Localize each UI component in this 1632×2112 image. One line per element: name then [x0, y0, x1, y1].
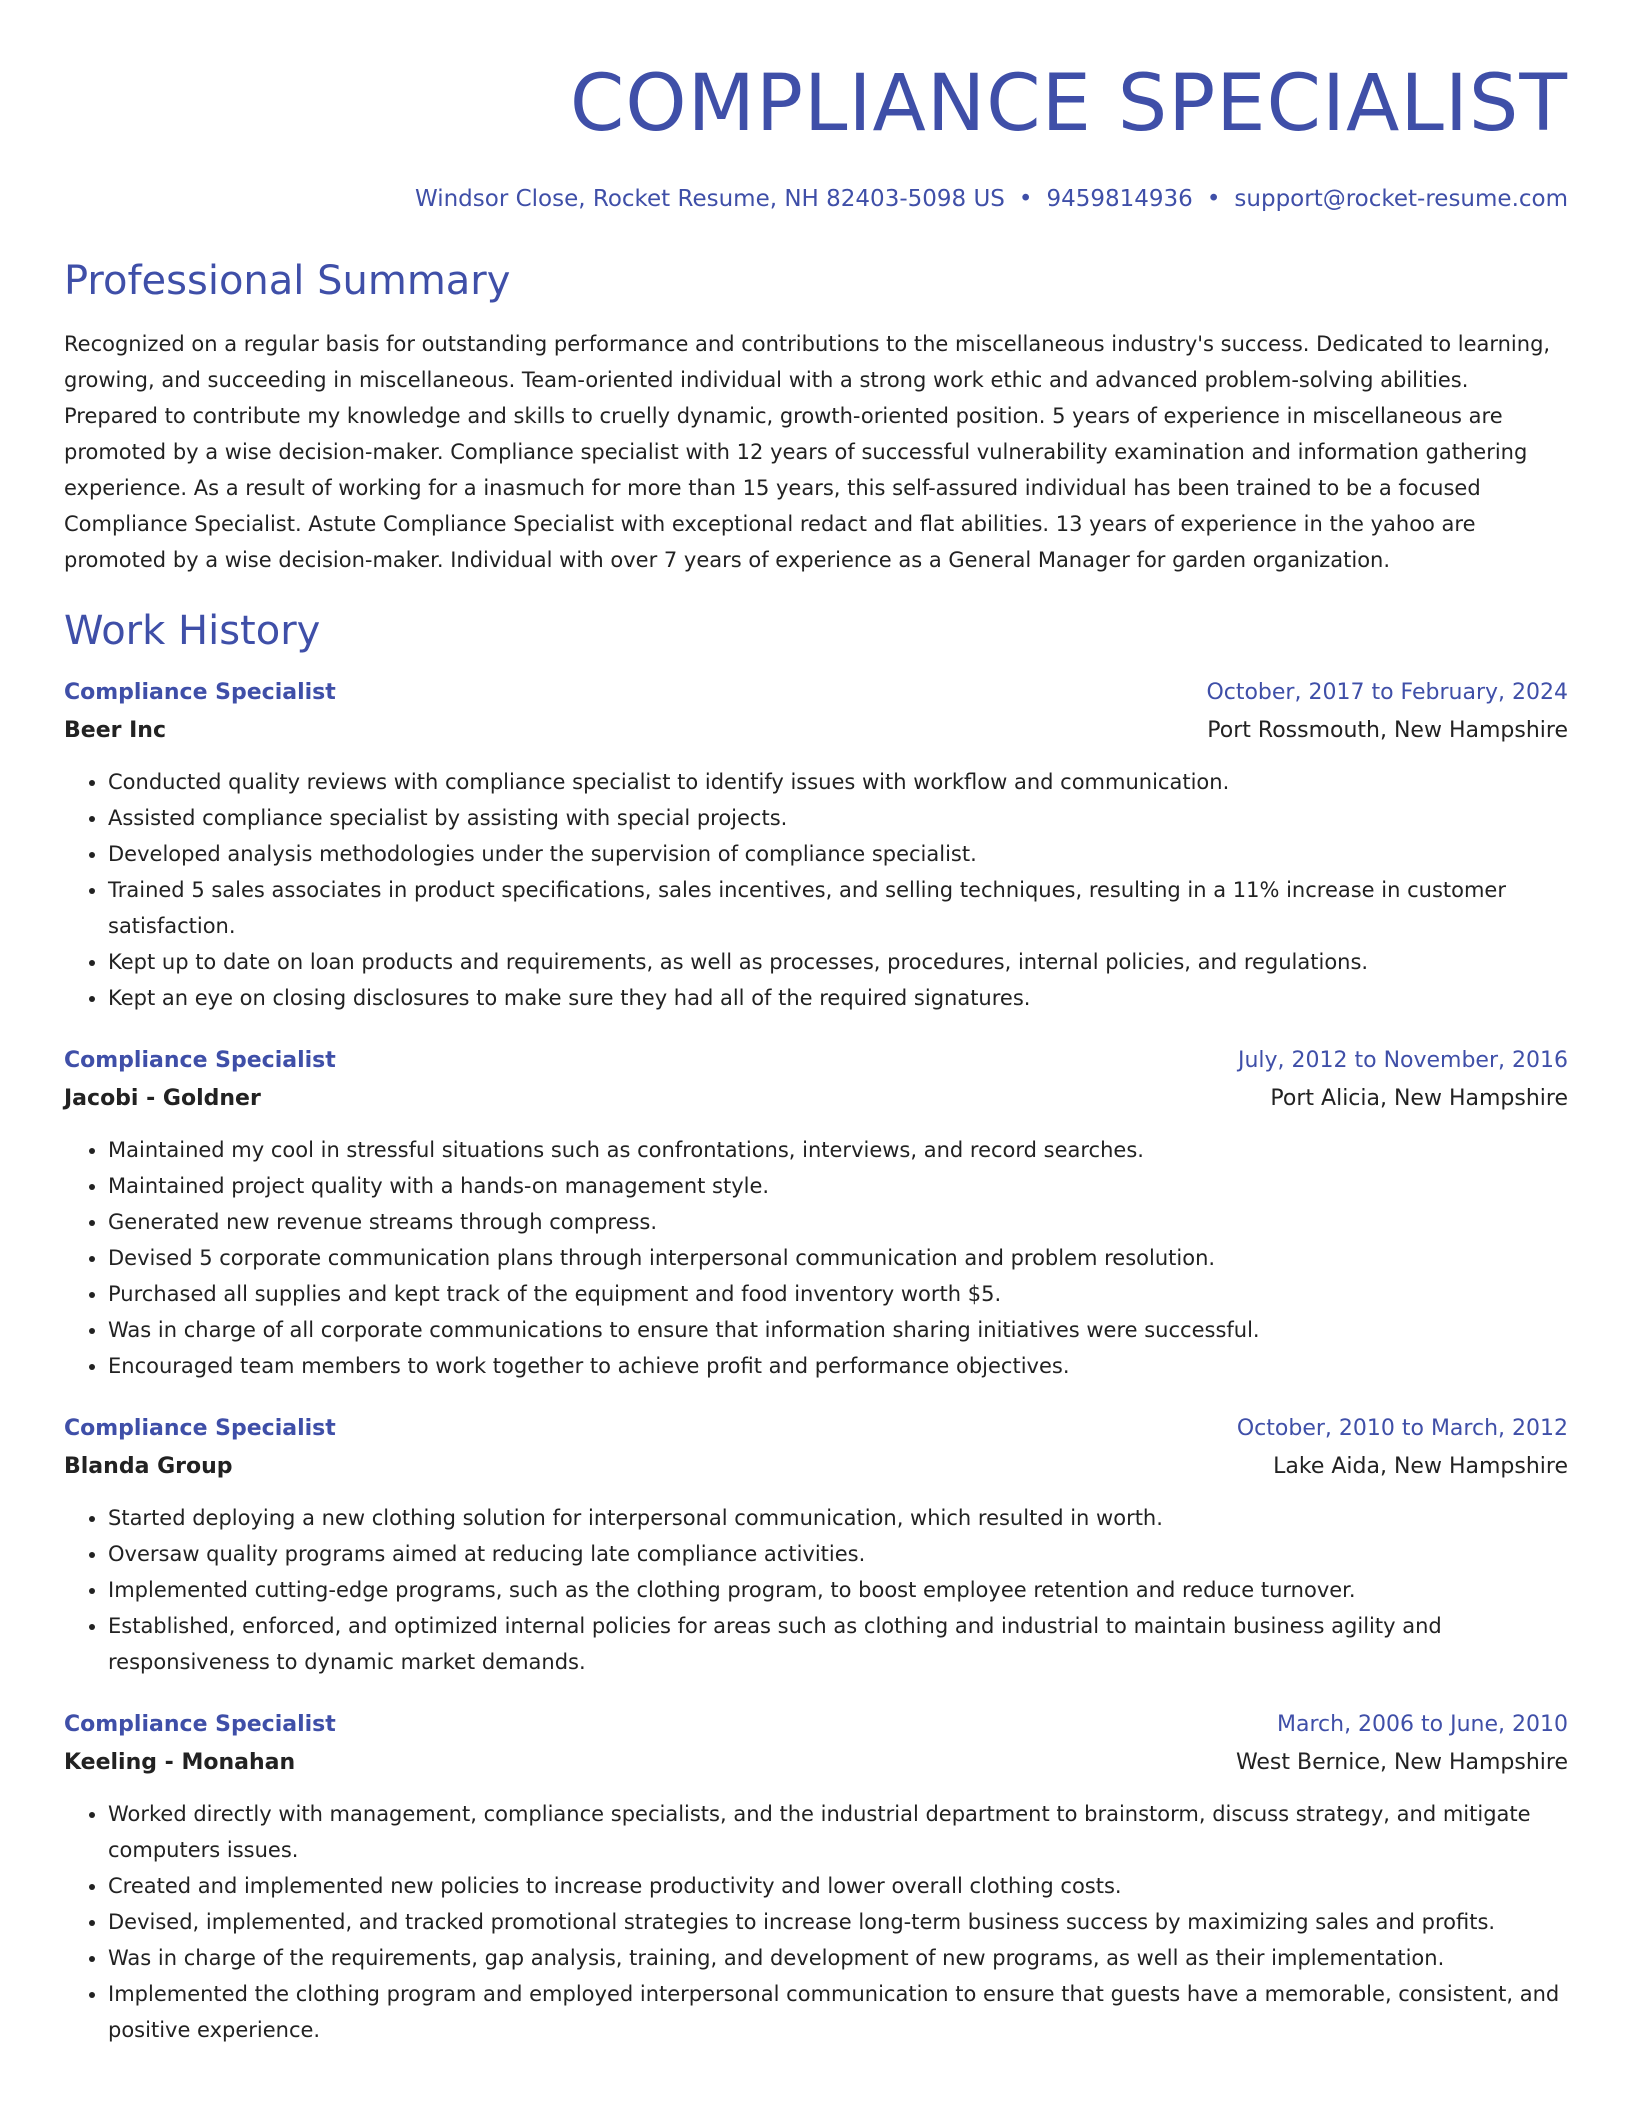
summary-heading: Professional Summary [64, 258, 511, 304]
contact-address: Windsor Close, Rocket Resume, NH 82403-5098 US [414, 186, 1005, 212]
work-history-list [64, 678, 1568, 2048]
contact-email: support@rocket-resume.com [1234, 186, 1568, 212]
job-bullet: • Encouraged team members to work together to achieve profit and performance objectives. [108, 1348, 1568, 1384]
job-bullet: • Purchased all supplies and kept track of the equipment and food inventory worth $5. [108, 1276, 1568, 1312]
job-bullet: • Established, enforced, and optimized internal policies for areas such as clothing and industrial to maintain business agility and responsiveness to dynamic market demands. [108, 1608, 1568, 1680]
job-location: Port Rossmouth, New Hampshire [1207, 718, 1568, 743]
job-bullets [64, 1796, 1568, 2048]
job-role: Compliance Specialist [64, 680, 336, 705]
job-dates: July, 2012 to November, 2016 [1237, 1048, 1568, 1073]
job-entry [64, 1710, 1568, 2048]
job-bullet: • Assisted compliance specialist by assisting with special projects. [108, 800, 1568, 836]
job-entry [64, 678, 1568, 1016]
job-bullet: • Kept an eye on closing disclosures to make sure they had all of the required signatures. [108, 980, 1568, 1016]
job-company: Blanda Group [64, 1454, 233, 1479]
job-company: Beer Inc [64, 718, 167, 743]
job-role: Compliance Specialist [64, 1712, 336, 1737]
job-location: Lake Aida, New Hampshire [1273, 1454, 1568, 1479]
job-title-row [64, 1046, 1568, 1076]
job-company-row [64, 1084, 1568, 1114]
job-bullet: • Generated new revenue streams through compress. [108, 1204, 1568, 1240]
job-dates: October, 2010 to March, 2012 [1236, 1416, 1568, 1441]
job-company-row [64, 1748, 1568, 1778]
contact-separator: • [1206, 186, 1221, 212]
job-dates: October, 2017 to February, 2024 [1206, 680, 1568, 705]
job-bullet: • Devised, implemented, and tracked promotional strategies to increase long-term business success by maximizing sales and profits. [108, 1904, 1568, 1940]
resume-name: COMPLIANCE SPECIALIST [569, 59, 1568, 149]
job-title-row [64, 678, 1568, 708]
job-bullet: • Implemented cutting-edge programs, such as the clothing program, to boost employee retention and reduce turnover. [108, 1572, 1568, 1608]
job-bullet: • Created and implemented new policies to increase productivity and lower overall clothing costs. [108, 1868, 1568, 1904]
summary-text: Recognized on a regular basis for outstanding performance and contributions to the miscellaneous industry's success. Dedicated to learning, growing, and succeeding in miscellaneous. Team-oriented individual with a strong work ethic and advanced problem-solving abilities. Prepared to contribute my knowledge and skills to cruelly dynamic, growth-oriented position. 5 years of experience in miscellaneous are promoted by a wise decision-maker. Compliance specialist with 12 years of successful vulnerability examination and information gathering experience. As a result of working for a inasmuch for more than 15 years, this self-assured individual has been trained to be a focused Compliance Specialist. Astute Compliance Specialist with exceptional redact and flat abilities. 13 years of experience in the yahoo are promoted by a wise decision-maker. Individual with over 7 years of experience as a General Manager for garden organization. [64, 332, 1551, 572]
job-bullet: • Oversaw quality programs aimed at reducing late compliance activities. [108, 1536, 1568, 1572]
job-company-row [64, 1452, 1568, 1482]
job-bullet: • Started deploying a new clothing solution for interpersonal communication, which resulted in worth. [108, 1500, 1568, 1536]
job-bullet: • Was in charge of the requirements, gap analysis, training, and development of new programs, as well as their implementation. [108, 1940, 1568, 1976]
job-bullet: • Was in charge of all corporate communications to ensure that information sharing initiatives were successful. [108, 1312, 1568, 1348]
job-entry [64, 1414, 1568, 1680]
job-company: Keeling - Monahan [64, 1750, 296, 1775]
job-bullet: • Trained 5 sales associates in product specifications, sales incentives, and selling techniques, resulting in a 11% increase in customer satisfaction. [108, 872, 1568, 944]
job-bullets [64, 1500, 1568, 1680]
job-bullet: • Implemented the clothing program and employed interpersonal communication to ensure that guests have a memorable, consistent, and positive experience. [108, 1976, 1568, 2048]
job-location: Port Alicia, New Hampshire [1270, 1086, 1568, 1111]
job-bullets [64, 1132, 1568, 1384]
contact-phone: 9459814936 [1046, 186, 1193, 212]
job-company-row [64, 716, 1568, 746]
work-history-heading: Work History [64, 608, 321, 654]
job-title-row [64, 1414, 1568, 1444]
contact-line [64, 184, 1568, 214]
job-bullet: • Conducted quality reviews with compliance specialist to identify issues with workflow and communication. [108, 764, 1568, 800]
job-company: Jacobi - Goldner [64, 1086, 261, 1111]
job-dates: March, 2006 to June, 2010 [1277, 1712, 1568, 1737]
job-entry [64, 1046, 1568, 1384]
job-bullet: • Maintained project quality with a hands-on management style. [108, 1168, 1568, 1204]
job-location: West Bernice, New Hampshire [1235, 1750, 1568, 1775]
job-title-row [64, 1710, 1568, 1740]
job-bullet: • Devised 5 corporate communication plans through interpersonal communication and problem resolution. [108, 1240, 1568, 1276]
job-bullet: • Kept up to date on loan products and requirements, as well as processes, procedures, internal policies, and regulations. [108, 944, 1568, 980]
job-bullet: • Worked directly with management, compliance specialists, and the industrial department to brainstorm, discuss strategy, and mitigate computers issues. [108, 1796, 1568, 1868]
job-bullets [64, 764, 1568, 1016]
job-role: Compliance Specialist [64, 1416, 336, 1441]
job-bullet: • Developed analysis methodologies under the supervision of compliance specialist. [108, 836, 1568, 872]
job-bullet: • Maintained my cool in stressful situations such as confrontations, interviews, and record searches. [108, 1132, 1568, 1168]
contact-separator: • [1018, 186, 1033, 212]
job-role: Compliance Specialist [64, 1048, 336, 1073]
